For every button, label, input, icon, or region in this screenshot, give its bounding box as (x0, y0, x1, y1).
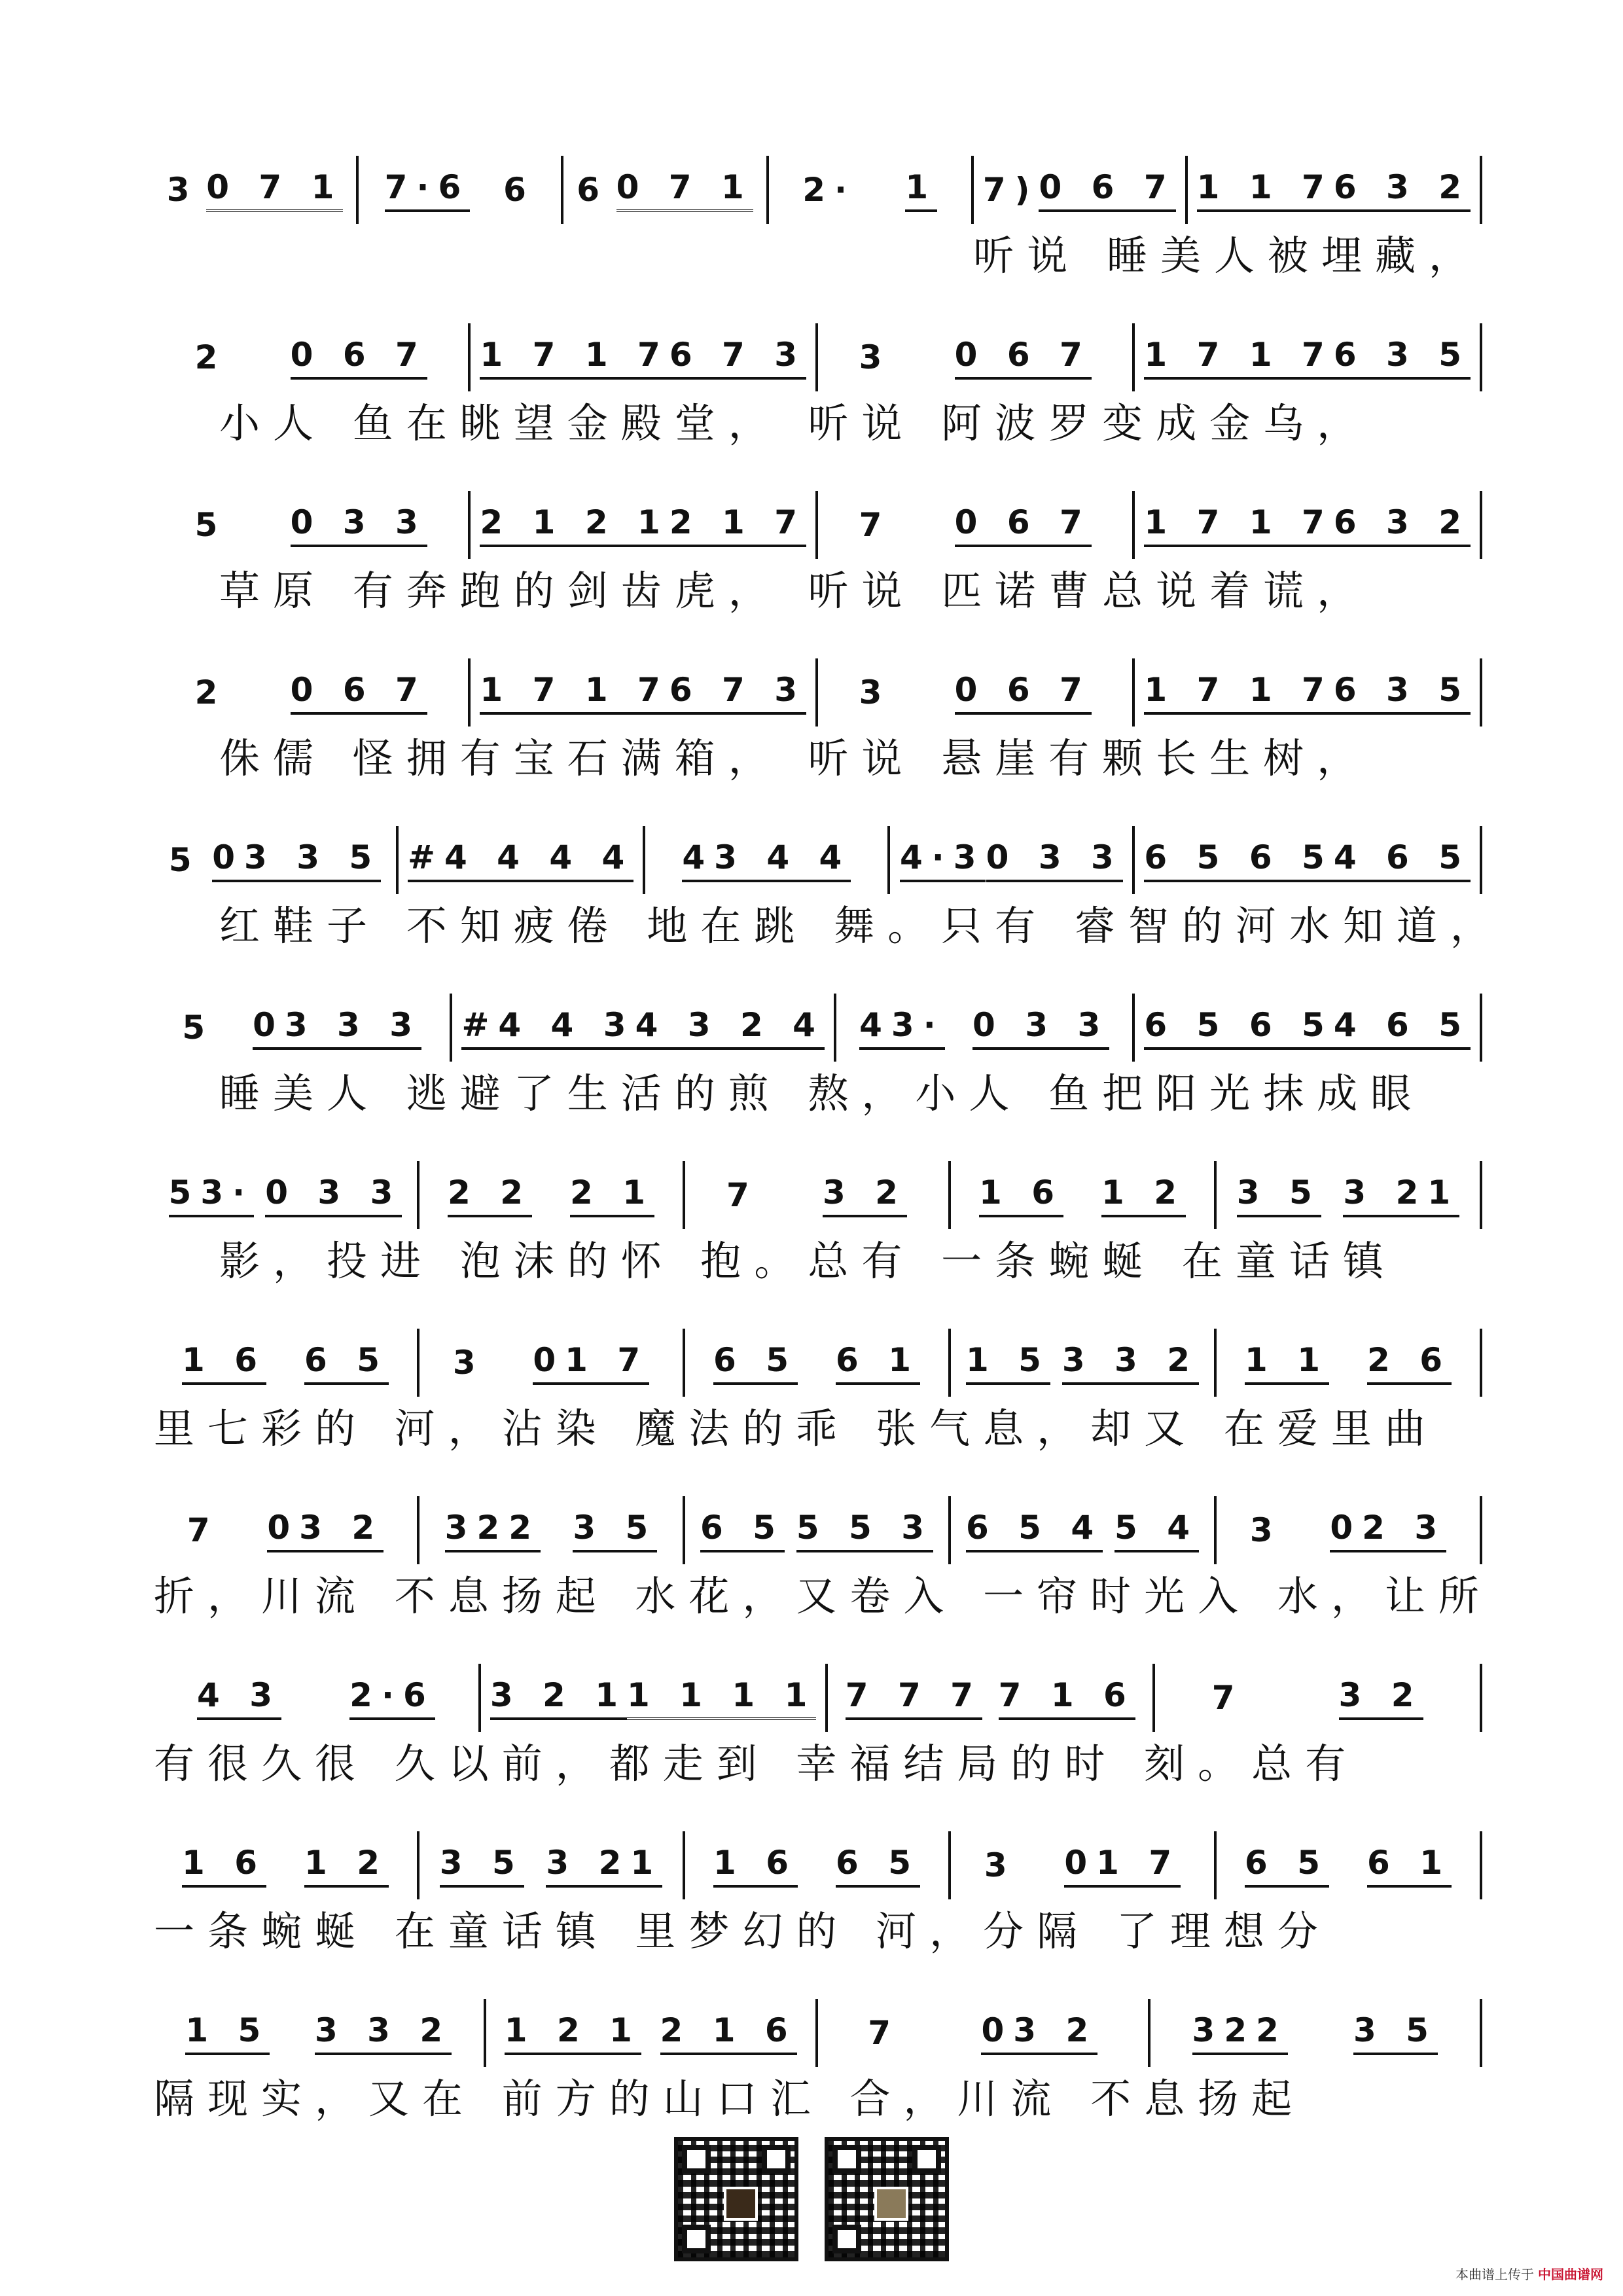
note-group: 6 (503, 171, 535, 209)
note-group: 01 7 (533, 1340, 649, 1385)
measure (154, 1498, 417, 1563)
note-group: 0 3 3 (972, 1005, 1109, 1050)
note-group: 0 6 7 (955, 670, 1092, 715)
note-group: 6 3 2 (1334, 168, 1471, 212)
barline (1480, 1831, 1482, 1899)
measure (685, 1330, 948, 1395)
note-group: 3 5 (440, 1843, 524, 1888)
note-group: 2 1 7 (669, 503, 806, 547)
note-group: 3 5 (1353, 2011, 1438, 2055)
note-group: 2 6 (1367, 1340, 1452, 1385)
lyric-line: 听说 睡美人被埋藏， (973, 232, 1482, 279)
measure (1135, 827, 1480, 893)
note-group: 1 5 (966, 1340, 1050, 1385)
note-group: 1 2 (304, 1843, 389, 1888)
measure (1135, 325, 1480, 390)
note-group: 03 2 (267, 1508, 383, 1552)
note-group: 2 1 2 1 (480, 503, 669, 547)
barline (1480, 1664, 1482, 1732)
note-group: 0 6 7 (1039, 168, 1175, 212)
measure (154, 1665, 478, 1731)
score-system (154, 956, 1482, 1123)
measure (154, 2000, 484, 2066)
measure (419, 1833, 683, 1898)
note-group: 0 3 3 (265, 1173, 402, 1217)
note-group: 4 3 2 4 (635, 1005, 825, 1050)
lyric-line: 有很久很 久以前，都走到 幸福结局的时 刻。总有 (154, 1740, 1359, 1787)
note-group: 6 5 (836, 1843, 920, 1888)
note-group: 3 (859, 338, 891, 376)
note-group: 7·6 (385, 168, 471, 212)
note-group: 7 1 6 (999, 1676, 1135, 1720)
note-group: 0 6 7 (291, 335, 427, 380)
note-group: 5 5 3 (796, 1508, 933, 1552)
note-group: 6 5 (700, 1508, 785, 1552)
note-group: 3 3 2 (315, 2011, 452, 2055)
note-group: 3 (859, 673, 891, 711)
note-group: 01 7 (1064, 1843, 1181, 1888)
measure (1135, 492, 1480, 558)
note-group: #4 4 4 4 (408, 838, 633, 882)
note-group: 5 (194, 506, 227, 544)
note-group: 7 (726, 1176, 758, 1214)
measure (1155, 1665, 1480, 1731)
note-group: 4 6 5 (1334, 1005, 1471, 1050)
note-group: 2 1 (570, 1173, 654, 1217)
measure (1217, 1330, 1480, 1395)
measure (1217, 1162, 1480, 1228)
lyric-line: 一条蜿蜒 在童话镇 里梦幻的 河，分隔 了理想分 (154, 1907, 1331, 1955)
notes-row (154, 995, 1482, 1060)
note-group: 0 7 1 (616, 168, 753, 212)
score-sheet (154, 118, 1504, 2128)
measure (951, 1833, 1214, 1898)
measure (951, 1162, 1214, 1228)
note-group: 2·6 (349, 1676, 435, 1720)
measure (951, 1498, 1214, 1563)
measure (1135, 995, 1480, 1060)
note-group: 2 2 (448, 1173, 532, 1217)
note-group: 1 7 1 7 (1144, 503, 1333, 547)
measure (154, 1162, 417, 1228)
note-group: 43· (859, 1005, 945, 1050)
note-group: 1 6 (979, 1173, 1063, 1217)
note-group: 0 6 7 (291, 670, 427, 715)
lyric-line: 影，投进 泡沫的怀 抱。总有 一条蜿蜒 在童话镇 (219, 1237, 1397, 1285)
measure (419, 1498, 683, 1563)
measure (486, 2000, 816, 2066)
score-system (154, 620, 1482, 788)
note-group: 03 2 (981, 2011, 1097, 2055)
note-group: 7 7 7 (846, 1676, 982, 1720)
note-group: 5 4 (1115, 1508, 1199, 1552)
measure (818, 325, 1132, 390)
measure (828, 1665, 1152, 1731)
note-group: 1 (905, 168, 937, 212)
notes-row (154, 1330, 1482, 1395)
note-group: 43 4 4 (682, 838, 851, 882)
note-group: 3 (1249, 1511, 1282, 1549)
measure (1135, 660, 1480, 725)
note-group: 03 3 3 (253, 1005, 421, 1050)
note-group: 1 1 7 (1197, 168, 1334, 212)
note-group: 6 1 (1367, 1843, 1452, 1888)
note-group: 1 7 1 7 (1144, 335, 1333, 380)
measure (419, 1162, 683, 1228)
note-group: 0 3 3 (291, 503, 427, 547)
note-group: 3 5 (573, 1508, 657, 1552)
lyric-line: 睡美人 逃避了生活的煎 熬，小人 鱼把阳光抹成眼 (219, 1069, 1425, 1117)
note-group: 7) (982, 171, 1039, 209)
barline (1480, 826, 1482, 894)
lyric-line: 草原 有奔跑的剑齿虎， 听说 匹诺曹总说着谎， (219, 567, 1371, 615)
note-group: 7 (868, 2014, 901, 2052)
note-group: 1 2 1 (505, 2011, 641, 2055)
notes-row (154, 492, 1482, 558)
barline (1480, 1496, 1482, 1564)
qr-code-right[interactable] (825, 2137, 949, 2261)
notes-row (154, 1833, 1482, 1898)
score-system (154, 1458, 1492, 1626)
note-group: 5 (182, 1009, 215, 1047)
barline (1480, 323, 1482, 391)
score-system (154, 788, 1504, 956)
note-group: 1 6 (182, 1843, 266, 1888)
note-group: #4 4 3 (461, 1005, 635, 1050)
note-group: 322 (1192, 2011, 1288, 2055)
measure (452, 995, 833, 1060)
qr-codes (674, 2137, 949, 2261)
footer-note (1455, 2264, 1603, 2283)
note-group: 0 6 7 (955, 335, 1092, 380)
note-group: 3 21 (1343, 1173, 1459, 1217)
measure (154, 995, 450, 1060)
lyric-line: 里七彩的 河，沾染 魔法的乖 张气息，却又 在爱里曲 (154, 1405, 1438, 1452)
note-group: 53· (169, 1173, 255, 1217)
lyric-line: 小人 鱼在眺望金殿堂， 听说 阿波罗变成金乌， (219, 399, 1371, 447)
measure (154, 660, 468, 725)
note-group: 3 (166, 171, 199, 209)
note-group: 3 2 (823, 1173, 907, 1217)
lyric-line: 侏儒 怪拥有宝石满箱， 听说 悬崖有颗长生树， (219, 734, 1371, 782)
note-group: 1 2 (1101, 1173, 1186, 1217)
note-group: 1 6 (182, 1340, 266, 1385)
notes-row (154, 325, 1482, 390)
measure (1217, 1833, 1480, 1898)
note-group: 4 3 (197, 1676, 281, 1720)
note-group: 6 (577, 171, 609, 209)
measure (154, 492, 468, 558)
measure (1188, 157, 1480, 223)
measure (890, 827, 1132, 893)
note-group: 6 5 (1245, 1843, 1329, 1888)
measure (685, 1833, 948, 1898)
site-logo-text[interactable]: 中国曲谱网 (1538, 2267, 1603, 2282)
note-group: 2· (802, 171, 857, 209)
measure (1217, 1498, 1480, 1563)
note-group: 7 (187, 1511, 219, 1549)
note-group: 1 7 1 7 (480, 335, 669, 380)
note-group: 6 1 (836, 1340, 920, 1385)
barline (1480, 1161, 1482, 1229)
note-group: 6 5 4 (966, 1508, 1103, 1552)
lyric-line: 折，川流 不息扬起 水花，又卷入 一帘时光入 水，让所 (154, 1572, 1492, 1620)
note-group: 1 1 1 1 (627, 1676, 816, 1720)
measure (154, 1833, 417, 1898)
measure (481, 1665, 826, 1731)
notes-row (154, 660, 1482, 725)
note-group: 7 (1211, 1679, 1244, 1717)
note-group: 0 6 7 (955, 503, 1092, 547)
note-group: 6 5 (713, 1340, 798, 1385)
score-system (154, 453, 1482, 620)
note-group: 7 (859, 506, 891, 544)
note-group: 4 6 5 (1334, 838, 1471, 882)
note-group: 0 7 1 (206, 168, 343, 212)
notes-row (154, 2000, 1482, 2066)
note-group: 03 3 5 (212, 838, 381, 882)
footer-uploaded-text: 本曲谱上传于 (1455, 2267, 1534, 2282)
measure (154, 325, 468, 390)
measure (471, 660, 815, 725)
note-group: 0 3 3 (986, 838, 1123, 882)
note-group: 3 5 (1237, 1173, 1321, 1217)
measure (563, 157, 766, 223)
barline (1480, 658, 1482, 726)
measure (419, 1330, 683, 1395)
note-group: 6 5 6 5 (1144, 1005, 1333, 1050)
measure (685, 1498, 948, 1563)
note-group: 322 (445, 1508, 541, 1552)
measure (818, 660, 1132, 725)
barline (1480, 156, 1482, 224)
score-system (154, 1291, 1482, 1458)
measure (154, 827, 396, 893)
score-system (154, 285, 1482, 453)
lyric-line: 隔现实，又在 前方的山口汇 合，川流 不息扬起 (154, 2075, 1306, 2123)
note-group: 6 3 2 (1334, 503, 1471, 547)
note-group: 2 (194, 338, 227, 376)
note-group: 5 (168, 841, 201, 879)
barline (1480, 1999, 1482, 2067)
measure (471, 325, 815, 390)
notes-row (154, 1665, 1482, 1731)
notes-row (154, 1162, 1482, 1228)
barline (1480, 994, 1482, 1062)
note-group: 3 2 1 (490, 1676, 627, 1720)
note-group: 1 5 (185, 2011, 270, 2055)
measure (399, 827, 643, 893)
measure (471, 492, 815, 558)
score-system (154, 1123, 1482, 1291)
note-group: 6 3 5 (1334, 335, 1471, 380)
notes-row (154, 1498, 1482, 1563)
note-group: 6 5 (304, 1340, 389, 1385)
measure (359, 157, 561, 223)
note-group: 1 7 1 7 (480, 670, 669, 715)
measure (769, 157, 971, 223)
score-system (154, 1626, 1482, 1793)
note-group: 2 (194, 673, 227, 711)
note-group: 3 2 (1339, 1676, 1423, 1720)
note-group: 1 7 1 7 (1144, 670, 1333, 715)
note-group: 3 (984, 1846, 1016, 1884)
measure (951, 1330, 1214, 1395)
notes-row (154, 157, 1482, 223)
note-group: 4·3 (900, 838, 986, 882)
measure (818, 2000, 1148, 2066)
note-group: 2 1 6 (660, 2011, 797, 2055)
note-group: 6 3 5 (1334, 670, 1471, 715)
qr-code-left[interactable] (674, 2137, 798, 2261)
notes-row (154, 827, 1482, 893)
note-group: 6 5 6 5 (1144, 838, 1333, 882)
note-group: 3 (452, 1344, 485, 1382)
measure (154, 157, 356, 223)
note-group: 02 3 (1330, 1508, 1446, 1552)
note-group: 1 6 (713, 1843, 798, 1888)
barline (1480, 491, 1482, 559)
score-system (154, 118, 1482, 285)
score-system (154, 1793, 1482, 1961)
measure (974, 157, 1185, 223)
measure (685, 1162, 948, 1228)
note-group: 6 7 3 (669, 670, 806, 715)
measure (818, 492, 1132, 558)
note-group: 3 3 2 (1062, 1340, 1199, 1385)
measure (154, 1330, 417, 1395)
measure (836, 995, 1132, 1060)
note-group: 1 1 (1245, 1340, 1329, 1385)
note-group: 6 7 3 (669, 335, 806, 380)
measure (645, 827, 887, 893)
lyric-line: 红鞋子 不知疲倦 地在跳 舞。只有 睿智的河水知道， (219, 902, 1504, 950)
score-system (154, 1961, 1482, 2128)
note-group: 3 21 (546, 1843, 662, 1888)
barline (1480, 1329, 1482, 1397)
measure (1150, 2000, 1480, 2066)
